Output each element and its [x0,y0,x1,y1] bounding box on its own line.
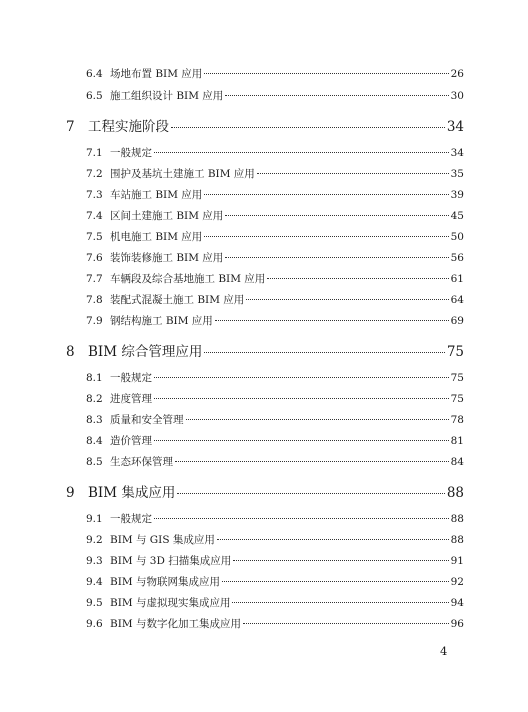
toc-chapter-title: BIM 集成应用 [88,485,176,501]
toc-entry-page: 75 [450,372,464,384]
dot-leader [154,440,449,441]
dot-leader [267,278,448,279]
toc-entry-title: 施工组织设计 BIM 应用 [110,90,224,102]
toc-entry-number: 7.3 [86,189,103,201]
toc-chapter-page: 75 [446,344,464,360]
dot-leader [225,257,448,258]
toc-entry[interactable] [86,208,464,223]
toc-entry[interactable] [86,250,464,265]
toc-chapter-number: 9 [66,485,75,501]
dot-leader [215,320,449,321]
toc-entry-number: 7.1 [86,147,103,159]
dot-leader [217,539,449,540]
toc-entry-page: 78 [450,414,464,426]
toc-entry[interactable] [86,433,464,448]
toc-entry-number: 7.9 [86,315,103,327]
toc-entry-number: 9.6 [86,618,103,630]
toc-entry-page: 64 [450,294,464,306]
toc-entry-number: 9.1 [86,513,103,525]
toc-entry-page: 75 [450,393,464,405]
toc-chapter-title: BIM 综合管理应用 [88,344,203,360]
dot-leader [233,560,448,561]
dot-leader [243,623,449,624]
toc-entry-page: 88 [450,534,464,546]
toc-entry-page: 39 [450,189,464,201]
toc-entry-number: 7.4 [86,210,103,222]
toc-entry-number: 9.2 [86,534,103,546]
toc-entry-page: 61 [450,273,464,285]
toc-entry-number: 9.5 [86,597,103,609]
dot-leader [246,299,448,300]
toc-entry[interactable] [86,88,464,103]
toc-entry-number: 8.5 [86,456,103,468]
toc-chapter[interactable] [66,115,464,135]
toc-entry-title: 造价管理 [110,435,152,447]
toc-entry-title: BIM 与物联网集成应用 [110,576,220,588]
dot-leader [232,602,448,603]
toc-entry[interactable] [86,511,464,526]
toc-entry-title: 一般规定 [110,147,152,159]
toc-entry[interactable] [86,616,464,631]
toc-entry-page: 34 [450,147,464,159]
toc-entry-page: 26 [450,68,464,80]
toc-entry[interactable] [86,412,464,427]
toc-entry-number: 8.2 [86,393,103,405]
toc-chapter-page: 34 [446,119,464,135]
toc-entry-number: 7.8 [86,294,103,306]
dot-leader [204,236,448,237]
dot-leader [186,419,449,420]
toc-entry[interactable] [86,595,464,610]
toc-entry-title: 质量和安全管理 [110,414,184,426]
toc-entry[interactable] [86,145,464,160]
toc-entry-page: 56 [450,252,464,264]
toc-entry-number: 6.4 [86,68,103,80]
toc-entry-title: 机电施工 BIM 应用 [110,231,203,243]
toc-entry-page: 88 [450,513,464,525]
dot-leader [204,352,444,353]
toc-entry[interactable] [86,313,464,328]
toc-entry-title: BIM 与 GIS 集成应用 [110,534,215,546]
toc-entry[interactable] [86,166,464,181]
toc-entry-title: 一般规定 [110,372,152,384]
toc-entry-title: 装配式混凝土施工 BIM 应用 [110,294,245,306]
toc-entry[interactable] [86,66,464,81]
dot-leader [225,215,448,216]
toc-entry-number: 6.5 [86,90,103,102]
toc-entry-number: 9.3 [86,555,103,567]
toc-entry-page: 45 [450,210,464,222]
toc-entry-number: 7.7 [86,273,103,285]
toc-entry-page: 69 [450,315,464,327]
toc-entry-title: 场地布置 BIM 应用 [110,68,203,80]
toc-entry-number: 7.2 [86,168,103,180]
toc-entry-title: BIM 与 3D 扫描集成应用 [110,555,232,567]
toc-entry[interactable] [86,271,464,286]
toc-entry-number: 9.4 [86,576,103,588]
dot-leader [154,518,449,519]
toc-entry[interactable] [86,292,464,307]
dot-leader [257,173,449,174]
toc-entry[interactable] [86,187,464,202]
toc-chapter-number: 8 [66,344,75,360]
toc-entry-title: 区间土建施工 BIM 应用 [110,210,224,222]
toc-entry-page: 81 [450,435,464,447]
dot-leader [154,152,449,153]
toc-entry-page: 96 [450,618,464,630]
toc-entry-number: 7.5 [86,231,103,243]
toc-entry-title: 生态环保管理 [110,456,173,468]
toc-entry-title: 装饰装修施工 BIM 应用 [110,252,224,264]
toc-entry-title: 车辆段及综合基地施工 BIM 应用 [110,273,266,285]
toc-entry-page: 35 [450,168,464,180]
toc-entry-title: BIM 与数字化加工集成应用 [110,618,241,630]
toc-entry[interactable] [86,229,464,244]
toc-entry-page: 92 [450,576,464,588]
toc-entry[interactable] [86,454,464,469]
page-number: 4 [440,644,448,658]
toc-entry-title: 进度管理 [110,393,152,405]
toc-entry-title: 一般规定 [110,513,152,525]
dot-leader [222,581,449,582]
toc-entry[interactable] [86,532,464,547]
toc-entry[interactable] [86,370,464,385]
toc-entry-title: 钢结构施工 BIM 应用 [110,315,213,327]
toc-chapter-number: 7 [66,119,75,135]
toc-chapter[interactable] [66,481,464,501]
toc-entry-number: 8.1 [86,372,103,384]
toc-entry[interactable] [86,574,464,589]
toc-entry-page: 84 [450,456,464,468]
toc-entry-page: 50 [450,231,464,243]
toc-chapter[interactable] [66,340,464,360]
toc-entry-page: 94 [450,597,464,609]
toc-entry-number: 8.3 [86,414,103,426]
dot-leader [225,95,448,96]
toc-entry[interactable] [86,391,464,406]
toc-chapter-page: 88 [446,485,464,501]
toc-entry[interactable] [86,553,464,568]
toc-entry-title: 围护及基坑土建施工 BIM 应用 [110,168,255,180]
toc-entry-number: 7.6 [86,252,103,264]
toc-entry-page: 30 [450,90,464,102]
dot-leader [154,377,449,378]
toc-entry-title: 车站施工 BIM 应用 [110,189,203,201]
dot-leader [154,398,449,399]
dot-leader [204,73,448,74]
dot-leader [171,127,445,128]
dot-leader [177,493,444,494]
dot-leader [204,194,448,195]
toc-entry-number: 8.4 [86,435,103,447]
dot-leader [175,461,449,462]
toc-entry-title: BIM 与虚拟现实集成应用 [110,597,231,609]
toc-chapter-title: 工程实施阶段 [88,119,169,135]
toc-entry-page: 91 [450,555,464,567]
